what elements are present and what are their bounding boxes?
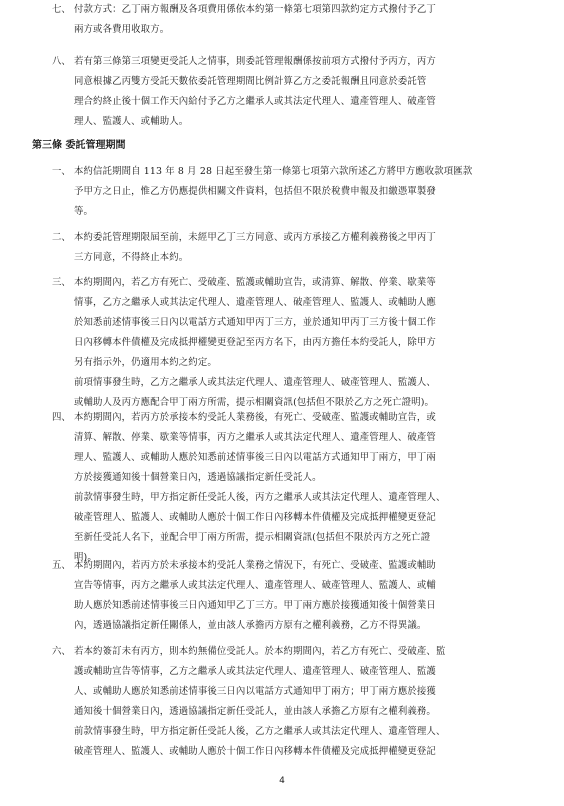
item-1-line: 予甲方之日止，惟乙方仍應提供相關文件資料，包括但不限於稅費申報及扣繳憑單製發 bbox=[74, 186, 436, 197]
clause-8-line: 理合約終止後十個工作天內給付予乙方之繼承人或其法定代理人、遺產管理人、破產管 bbox=[74, 96, 436, 107]
item-5-line: 內，透過協議指定新任關係人，並由該人承擔丙方原有之權利義務，乙方不得異議。 bbox=[74, 620, 427, 631]
clause-7-number: 七、 bbox=[52, 4, 71, 15]
article-heading: 第三條 委託管理期間 bbox=[32, 140, 126, 151]
item-6-line: 破產管理人、監護人、或輔助人應於十個工作日內移轉本件債權及完成抵押權變更登記 bbox=[74, 746, 436, 757]
item-6-number: 六、 bbox=[52, 646, 71, 657]
clause-8-number: 八、 bbox=[52, 56, 71, 67]
item-1-line: 等。 bbox=[74, 206, 94, 217]
item-5-line: 宣告等情事，丙方之繼承人或其法定代理人、遺產管理人、破產管理人、監護人、或輔 bbox=[74, 580, 436, 591]
item-4-note-line: 破產管理人、監護人、或輔助人應於十個工作日內移轉本件債權及完成抵押權變更登記 bbox=[74, 512, 436, 523]
item-2-line: 三方同意，不得終止本約。 bbox=[74, 252, 189, 263]
item-2-line: 本約委託管理期限屆至前，未經甲乙丁三方同意、或丙方承接乙方權利義務後之甲丙丁 bbox=[74, 232, 436, 243]
clause-8-line: 若有第三條第三項變更受託人之情事，則委託管理報酬係按前項方式撥付予丙方，丙方 bbox=[74, 56, 436, 67]
item-3-note-line: 前項情事發生時，乙方之繼承人或其法定代理人、遺產管理人、破產管理人、監護人、 bbox=[74, 377, 436, 388]
clause-7-line: 兩方或各費用收取方。 bbox=[74, 24, 170, 35]
item-6-line: 通知後十個營業日內，透過協議指定新任受託人，並由該人承擔乙方原有之權利義務。 bbox=[74, 706, 436, 717]
item-4-line: 本約期間內，若丙方於承接本約受託人業務後，有死亡、受破產、監護或輔助宣告，或 bbox=[74, 412, 436, 423]
item-5-line: 本約期間內，若丙方於未承接本約受託人業務之情況下，有死亡、受破產、監護或輔助 bbox=[74, 560, 436, 571]
item-4-note-line: 前款情事發生時，甲方指定新任受託人後，丙方之繼承人或其法定代理人、遺產管理人、 bbox=[74, 492, 446, 503]
item-3-note-line: 或輔助人及丙方應配合甲丁兩方所需，提示相關資訊(包括但不限於乙方之死亡證明)。 bbox=[74, 397, 435, 408]
item-6-line: 護或輔助宣告等情事，乙方之繼承人或其法定代理人、遺產管理人、破產管理人、監護 bbox=[74, 666, 436, 677]
item-3-line: 情事，乙方之繼承人或其法定代理人、遺產管理人、破產管理人、監護人、或輔助人應 bbox=[74, 297, 436, 308]
item-3-line: 日內移轉本件債權及完成抵押權變更登記至丙方名下，由丙方擔任本約受託人，除甲方 bbox=[74, 337, 436, 348]
item-4-line: 清算、解散、停業、歇業等情事，丙方之繼承人或其法定代理人、遺產管理人、破產管 bbox=[74, 432, 436, 443]
item-4-line: 理人、監護人、或輔助人應於知悉前述情事後三日內以電話方式通知甲丁兩方，甲丁兩 bbox=[74, 452, 436, 463]
item-2-number: 二、 bbox=[52, 232, 71, 243]
item-1-line: 本約信託期間自 113 年 8 月 28 日起至發生第一條第七項第六款所述乙方將甲方應收款項匯款 bbox=[74, 166, 473, 177]
clause-7-line: 付款方式：乙丁兩方報酬及各項費用係依本約第一條第七項第四款約定方式撥付予乙丁 bbox=[74, 4, 436, 15]
item-3-number: 三、 bbox=[52, 277, 71, 288]
page-number: 4 bbox=[279, 776, 285, 786]
item-6-line: 人、或輔助人應於知悉前述情事後三日內以電話方式通知甲丁兩方；甲丁兩方應於接獲 bbox=[74, 686, 436, 697]
item-4-line: 方於接獲通知後十個營業日內，透過協議指定新任受託人。 bbox=[74, 472, 322, 483]
clause-8-line: 同意根據乙丙雙方受託天數依委託管理期間比例計算乙方之委託報酬且同意於委託管 bbox=[74, 76, 427, 87]
item-6-line: 前款情事發生時，甲方指定新任受託人後，乙方之繼承人或其法定代理人、遺產管理人、 bbox=[74, 726, 446, 737]
item-3-line: 另有指示外，仍適用本約之約定。 bbox=[74, 357, 217, 368]
item-1-number: 一、 bbox=[52, 166, 71, 177]
item-3-line: 於知悉前述情事後三日內以電話方式通知甲丙丁三方，並於通知甲丙丁三方後十個工作 bbox=[74, 317, 436, 328]
item-3-line: 本約期間內，若乙方有死亡、受破產、監護或輔助宣告，或清算、解散、停業、歇業等 bbox=[74, 277, 436, 288]
item-6-line: 若本約簽訂未有丙方，則本約無備位受託人。於本約期間內，若乙方有死亡、受破產、監 bbox=[74, 646, 446, 657]
item-5-line: 助人應於知悉前述情事後三日內通知甲乙丁三方。甲丁兩方應於接獲通知後十個營業日 bbox=[74, 600, 436, 611]
item-4-note-line: 明)。 bbox=[74, 552, 97, 563]
clause-8-line: 理人、監護人、或輔助人。 bbox=[74, 116, 189, 127]
item-4-note-line: 至新任受託人名下，並配合甲丁兩方所需，提示相關資訊(包括但不限於丙方之死亡證 bbox=[74, 532, 431, 543]
item-5-number: 五、 bbox=[52, 560, 71, 571]
item-4-number: 四、 bbox=[52, 412, 71, 423]
